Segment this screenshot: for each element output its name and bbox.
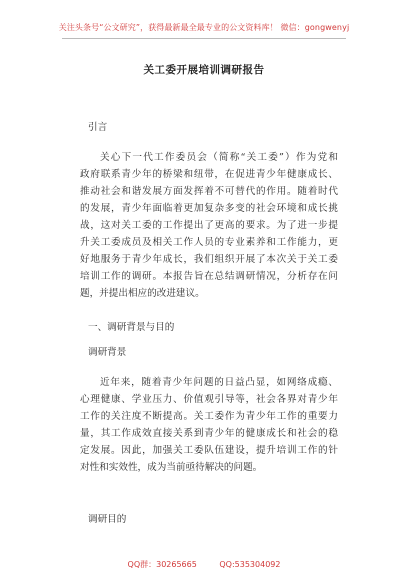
section-heading: 一、调研背景与目的 bbox=[88, 322, 175, 333]
paragraph-line: 对性和实效性，成为当前亟待解决的问题。 bbox=[80, 462, 263, 473]
paragraph-line: 近年来，随着青少年问题的日益凸显，如网络成瘾、 bbox=[100, 377, 338, 388]
paragraph-line: 工作的关注度不断提高。关工委作为青少年工作的重要力 bbox=[80, 411, 338, 422]
paragraph-line: 升关工委成员及相关工作人员的专业素养和工作能力，更 bbox=[80, 237, 338, 248]
header-divider bbox=[62, 38, 346, 39]
footer-contact bbox=[0, 559, 408, 570]
paragraph-line: 心理健康、学业压力、价值观引导等，社会各界对青少年 bbox=[80, 394, 338, 405]
subsection-heading: 调研背景 bbox=[88, 347, 127, 358]
paragraph-line: 的发展，青少年面临着更加复杂多变的社会环境和成长挑 bbox=[80, 203, 338, 214]
paragraph-line: 培训工作的调研。本报告旨在总结调研情况，分析存在问 bbox=[80, 271, 338, 282]
paragraph-line: 量，其工作成效直接关系到青少年的健康成长和社会的稳 bbox=[80, 428, 338, 439]
paragraph-line: 战，这对关工委的工作提出了更高的要求。为了进一步提 bbox=[80, 220, 338, 231]
paragraph-line: 关心下一代工作委员会（简称“关工委”）作为党和 bbox=[100, 152, 338, 163]
paragraph-heading-intro: 引言 bbox=[88, 122, 108, 133]
paragraph-line: 定发展。因此，加强关工委队伍建设，提升培训工作的针 bbox=[80, 445, 338, 456]
document-title: 关工委开展培训调研报告 bbox=[143, 64, 265, 76]
paragraph-line: 推动社会和谐发展方面发挥着不可替代的作用。随着时代 bbox=[80, 186, 338, 197]
header-promo-note: 关注头条号“公文研究”，获得最新最全最专业的公文资料库！ 微信：gongwenyj bbox=[58, 23, 350, 32]
footer-qq: QQ:535304092 bbox=[219, 560, 281, 569]
footer-qq-group: QQ群：30265665 bbox=[127, 560, 197, 569]
paragraph-line: 好地服务于青少年成长，我们组织开展了本次关于关工委 bbox=[80, 254, 338, 265]
paragraph-line: 政府联系青少年的桥梁和纽带，在促进青少年健康成长、 bbox=[80, 169, 338, 180]
subsection-heading: 调研目的 bbox=[88, 514, 127, 525]
paragraph-line: 题，并提出相应的改进建议。 bbox=[80, 288, 205, 299]
